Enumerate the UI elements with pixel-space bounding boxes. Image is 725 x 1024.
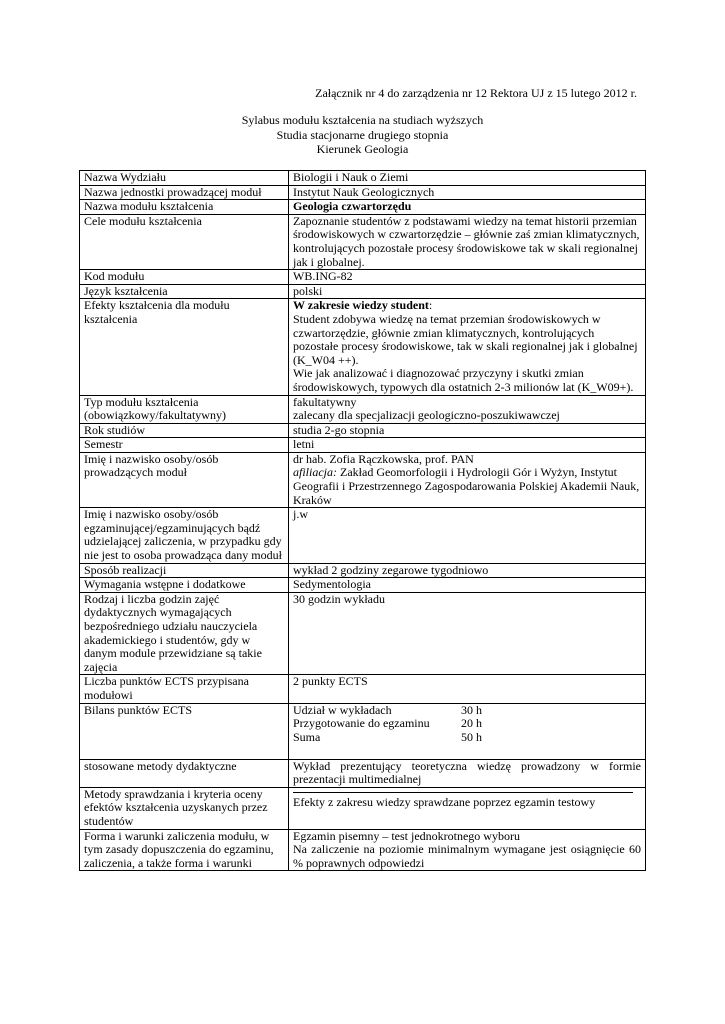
forma-value-1: Egzamin pisemny – test jednokrotnego wyboru	[293, 828, 520, 843]
value-jednostka: Instytut Nauk Geologicznych	[289, 185, 646, 200]
row-nazwa-modulu	[80, 200, 646, 215]
value-wydzial: Biologii i Nauk o Ziemi	[289, 171, 646, 186]
label-forma: Forma i warunki zaliczenia modułu, w tym zasady dopuszczenia do egzaminu, zaliczenia, a także forma i warunki	[80, 829, 289, 871]
label-prowadzacy: Imię i nazwisko osoby/osób prowadzących moduł	[80, 452, 289, 507]
label-typ: Typ modułu kształcenia (obowiązkowy/fakultatywny)	[80, 395, 289, 423]
row-semestr	[80, 438, 646, 453]
row-metody	[80, 759, 646, 787]
value-sposob: wykład 2 godziny zegarowe tygodniowo	[289, 563, 646, 578]
label-jednostka: Nazwa jednostki prowadzącej moduł	[80, 185, 289, 200]
value-prowadzacy	[289, 452, 646, 507]
afiliacja-label: afiliacja:	[293, 465, 337, 480]
efekty-line-2: Wie jak analizować i diagnozować przyczyny i skutki zmian środowiskowych, typowych dla ostatnich 2-3 milionów lat (K_W09+).	[293, 366, 634, 394]
bilans-item-hours: 20 h	[461, 716, 482, 731]
bilans-item-name: Udział w wykładach	[293, 702, 392, 717]
value-egzaminujacy: j.w	[289, 508, 646, 563]
value-sprawdzanie	[289, 787, 646, 829]
label-sprawdzanie: Metody sprawdzania i kryteria oceny efektów kształcenia uzyskanych przez studentów	[80, 787, 289, 829]
row-prowadzacy	[80, 452, 646, 507]
value-wymagania: Sedymentologia	[289, 578, 646, 593]
row-bilans	[80, 703, 646, 759]
value-metody: Wykład prezentujący teoretyczna wiedzę prowadzony w formie prezentacji multimedialnej	[289, 759, 646, 787]
bilans-item-name: Przygotowanie do egzaminu	[293, 716, 430, 731]
value-semestr: letni	[289, 438, 646, 453]
prowadzacy-name: dr hab. Zofia Rączkowska, prof. PAN	[293, 451, 474, 466]
label-efekty: Efekty kształcenia dla modułu kształcenia	[80, 299, 289, 395]
typ-value-1: fakultatywny	[293, 394, 357, 409]
afiliacja-text: Zakład Geomorfologii i Hydrologii Gór i Wyżyn, Instytut Geografii i Przestrzennego Zagospodarowania Polskiej Akademii Nauk, Kraków	[293, 465, 640, 507]
row-sposob	[80, 563, 646, 578]
header-line-2: Studia stacjonarne drugiego stopnia	[276, 127, 449, 142]
label-wymagania: Wymagania wstępne i dodatkowe	[80, 578, 289, 593]
attachment-note: Załącznik nr 4 do zarządzenia nr 12 Rektora UJ z 15 lutego 2012 r.	[315, 86, 637, 100]
bilans-item-name: Suma	[293, 729, 321, 744]
value-ects: 2 punkty ECTS	[289, 675, 646, 703]
label-wydzial: Nazwa Wydziału	[80, 171, 289, 186]
value-nazwa-modulu	[289, 200, 646, 215]
efekty-heading: W zakresie wiedzy student	[293, 298, 429, 313]
value-efekty	[289, 299, 646, 395]
row-egzaminujacy	[80, 508, 646, 563]
row-cele	[80, 214, 646, 269]
label-kod: Kod modułu	[80, 270, 289, 285]
module-name: Geologia czwartorzędu	[293, 199, 412, 214]
horizontal-rule	[293, 792, 633, 793]
document-header	[0, 113, 725, 157]
value-rok: studia 2-go stopnia	[289, 423, 646, 438]
row-ects	[80, 675, 646, 703]
label-semestr: Semestr	[80, 438, 289, 453]
value-forma	[289, 829, 646, 871]
bilans-item-hours: 30 h	[461, 702, 482, 717]
row-wymagania	[80, 578, 646, 593]
label-rok: Rok studiów	[80, 423, 289, 438]
sprawdzanie-text: Efekty z zakresu wiedzy sprawdzane poprzez egzamin testowy	[293, 794, 596, 809]
label-jezyk: Język kształcenia	[80, 284, 289, 299]
row-efekty	[80, 299, 646, 395]
value-jezyk: polski	[289, 284, 646, 299]
value-godziny: 30 godzin wykładu	[289, 592, 646, 675]
label-sposob: Sposób realizacji	[80, 563, 289, 578]
value-typ	[289, 395, 646, 423]
efekty-heading-line	[293, 299, 641, 313]
efekty-line-1: Student zdobywa wiedzę na temat przemian środowiskowych w czwartorzędzie, głównie zmian klimatycznych, kontrolujących pozostałe procesy środowiskowe, tak w skali regionalnej jak i globalnej (K_W04 ++).	[293, 311, 638, 367]
row-typ	[80, 395, 646, 423]
label-nazwa-modulu: Nazwa modułu kształcenia	[80, 200, 289, 215]
value-kod: WB.ING-82	[289, 270, 646, 285]
row-sprawdzanie	[80, 787, 646, 829]
value-cele: Zapoznanie studentów z podstawami wiedzy na temat historii przemian środowiskowych w czwartorzędzie – głównie zaś zmian klimatycznych, kontrolujących pozostałe procesy środowiskowe tak w skali regionalnej jak i globalnej.	[289, 214, 646, 269]
bilans-item-hours: 50 h	[461, 729, 482, 744]
row-forma	[80, 829, 646, 871]
forma-value-2: Na zaliczenie na poziomie minimalnym wymagane jest osiągnięcie 60 % poprawnych odpowiedzi	[293, 842, 641, 870]
row-wydzial	[80, 171, 646, 186]
label-egzaminujacy: Imię i nazwisko osoby/osób egzaminującej/egzaminujących bądź udzielającej zaliczenia, w przypadku gdy nie jest to osoba prowadząca dany moduł	[80, 508, 289, 563]
row-rok	[80, 423, 646, 438]
header-line-3: Kierunek Geologia	[316, 142, 409, 156]
efekty-heading-suffix: :	[428, 298, 433, 313]
syllabus-table	[79, 170, 646, 871]
row-jezyk	[80, 284, 646, 299]
row-kod	[80, 270, 646, 285]
header-line-1: Sylabus modułu kształcenia na studiach wyższych	[241, 113, 484, 127]
label-metody: stosowane metody dydaktyczne	[80, 759, 289, 787]
row-jednostka	[80, 185, 646, 200]
label-bilans: Bilans punktów ECTS	[80, 703, 289, 759]
prowadzacy-afiliacja-line	[293, 466, 641, 507]
typ-value-2: zalecany dla specjalizacji geologiczno-poszukiwawczej	[293, 408, 560, 423]
value-bilans	[289, 703, 646, 759]
bilans-grid	[293, 704, 641, 745]
label-cele: Cele modułu kształcenia	[80, 214, 289, 269]
label-ects: Liczba punktów ECTS przypisana modułowi	[80, 675, 289, 703]
row-godziny	[80, 592, 646, 675]
label-godziny: Rodzaj i liczba godzin zajęć dydaktycznych wymagających bezpośredniego udziału nauczyciela akademickiego i studentów, gdy w danym module przewidziane są takie zajęcia	[80, 592, 289, 675]
